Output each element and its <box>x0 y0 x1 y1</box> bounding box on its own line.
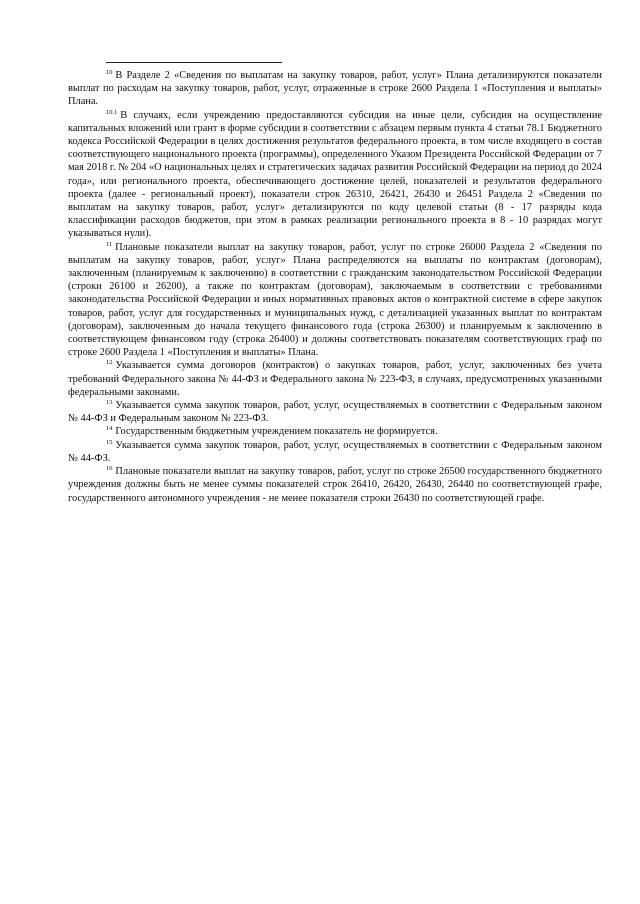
footnote-mark: 10 <box>106 69 113 76</box>
footnote-text: Плановые показатели выплат на закупку товаров, работ, услуг по строке 26000 Раздела 2 «Сведения по выплатам на закупку товаров, работ, услуг» Плана распределяются на выплаты по контрактам (договорам), заключенным (планируемым к заключению) в соответствии с гражданским законодательством Российской Федерации (строки 26100 и 26200), а также по контрактам (договорам), заключаемым в соответствии с требованиями законодательства Российской Федерации и иных нормативных правовых актов о контрактной системе в сфере закупок товаров, работ, услуг для государственных и муниципальных нужд, с детализацией указанных выплат по контрактам (договорам), заключенным до начала текущего финансового года (строка 26300) и планируемым к заключению в соответствующем финансовом году (строка 26400) и должны соответствовать показателям соответствующих граф по строке 2600 Раздела 1 «Поступления и выплаты» Плана. <box>68 241 602 359</box>
footnote-mark: 12 <box>106 359 113 367</box>
footnote-13 <box>68 399 602 425</box>
footnote-mark: 16 <box>106 465 113 473</box>
document-page <box>68 62 602 505</box>
footnote-15 <box>68 439 602 465</box>
footnote-text: Указывается сумма закупок товаров, работ, услуг, осуществляемых в соответствии с Федеральным законом № 44-ФЗ и Федеральным законом № 223-ФЗ. <box>68 400 602 425</box>
footnote-10-1 <box>68 109 602 241</box>
footnote-separator <box>106 62 282 63</box>
footnote-text: В случаях, если учреждению предоставляются субсидия на иные цели, субсидия на осуществление капитальных вложений или грант в форме субсидии в соответствии с абзацем первым пункта 4 статьи 78.1 Бюджетного кодекса Российской Федерации в целях достижения результатов федерального проекта, в том числе входящего в состав соответствующего национального проекта (программы), определенного Указом Президента Российской Федерации от 7 мая 2018 г. № 204 «О национальных целях и стратегических задачах развития Российской Федерации на период до 2024 года», или регионального проекта, обеспечивающего достижение целей, показателей и результатов федерального проекта (далее - региональный проект), показатели строк 26310, 26421, 26430 и 26451 Раздела 2 «Сведения по выплатам на закупку товаров, работ, услуг» детализируются по коду целевой статьи (8 - 17 разряды кода классификации расходов бюджетов, при этом в рамках реализации регионального проекта в 8 - 10 разрядах могут указываться нули). <box>68 109 602 240</box>
footnote-text: Плановые показатели выплат на закупку товаров, работ, услуг по строке 26500 государственного бюджетного учреждения должны быть не менее суммы показателей строк 26410, 26420, 26430, 26440 по соответствующей графе, государственного автономного учреждения - не менее показателя строки 26430 по соответствующей графе. <box>68 466 602 504</box>
footnote-mark: 10.1 <box>106 108 118 116</box>
footnote-12 <box>68 359 602 399</box>
footnote-mark: 11 <box>106 240 113 248</box>
footnote-text: Государственным бюджетным учреждением показатель не формируется. <box>115 426 438 438</box>
footnote-16 <box>68 465 602 505</box>
footnote-11 <box>68 241 602 360</box>
footnote-text: Указывается сумма договоров (контрактов) о закупках товаров, работ, услуг, заключенных без учета требований Федерального закона № 44-ФЗ и Федерального закона № 223-ФЗ, в случаях, предусмотренных указанными федеральными законами. <box>68 360 602 398</box>
footnote-mark: 14 <box>106 425 113 433</box>
footnote-text: В Разделе 2 «Сведения по выплатам на закупку товаров, работ, услуг» Плана детализируются показатели выплат по расходам на закупку товаров, работ, услуг, отраженные в строке 2600 Раздела 1 «Поступления и выплаты» Плана. <box>68 70 602 108</box>
footnote-mark: 13 <box>106 399 113 407</box>
footnote-mark: 15 <box>106 438 113 446</box>
footnote-14 <box>68 425 602 438</box>
footnote-text: Указывается сумма закупок товаров, работ, услуг, осуществляемых в соответствии с Федеральным законом № 44-ФЗ. <box>68 439 602 464</box>
footnote-10 <box>68 69 602 109</box>
